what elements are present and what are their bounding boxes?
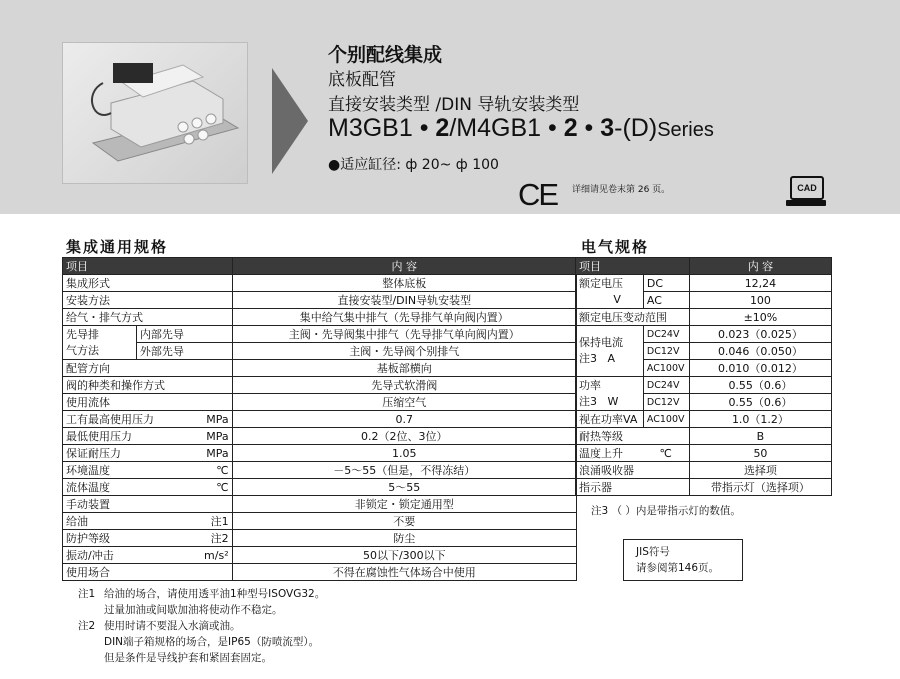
page-reference: 详细请见卷末第 26 页。 [572,185,671,195]
table-row: 集成形式 整体底板 [63,275,577,292]
ce-mark-icon: CE [518,177,558,212]
table-row: 使用场合 不得在腐蚀性气体场合中使用 [63,564,577,581]
table-row: 功率 注3 W DC24V 0.55（0.6） [576,377,832,394]
subtitle-piping: 底板配管 [328,70,396,90]
table-row: DC12V 0.55（0.6） [576,394,832,411]
table-row: 流体温度 ℃ 5～55 [63,479,577,496]
cad-icon-base [786,200,826,206]
table-row: V AC 100 [576,292,832,309]
table-row: 使用流体 压缩空气 [63,394,577,411]
table-row: 给油 注1 不要 [63,513,577,530]
product-photo [62,42,248,184]
table-row: 保证耐压力 MPa 1.05 [63,445,577,462]
col-item: 项目 [576,258,690,275]
table-row: 安装方法 直接安装型/DIN导轨安装型 [63,292,577,309]
bore-size: ●适应缸径: ф 20~ ф 100 [328,157,499,173]
page-title: 个别配线集成 [328,44,443,66]
general-spec-table [62,257,577,581]
table-row: 最低使用压力 MPa 0.2（2位、3位） [63,428,577,445]
electrical-spec-table [575,257,832,496]
table-row: 浪涌吸收器 选择项 [576,462,832,479]
table-row: 外部先导 主阀・先导阀个别排气 [63,343,577,360]
table-row: 手动装置 非锁定・锁定通用型 [63,496,577,513]
table-row: 先导排 气方法 内部先导 主阀・先导阀集中排气（先导排气单向阀内置） [63,326,577,343]
col-item: 项目 [63,258,233,275]
table-row: 配管方向 基板部横向 [63,360,577,377]
cad-icon: CAD [790,176,824,200]
table-row: 环境温度 ℃ －5～55（但是，不得冻结） [63,462,577,479]
col-content: 内 容 [689,258,831,275]
footnotes: 注1 给油的场合，请使用透平油1种型号ISOVG32。 过量加油或间歇加油将使动作不稳定。 注2 使用时请不要混入水滴或油。 DIN端子箱规格的场合，是IP65（防喷流型）。 但是条件是导线护套和紧固套固定。 [78,588,326,664]
model-series: M3GB1 • 2/M4GB1 • 2 • 3-(D)Series [328,114,714,142]
table-row: 耐热等级 B [576,428,832,445]
table-row: AC100V 0.010（0.012） [576,360,832,377]
table-row: 视在功率VA AC100V 1.0（1.2） [576,411,832,428]
col-content: 内 容 [232,258,576,275]
subtitle-mount: 直接安装类型 /DIN 导轨安装类型 [328,95,580,115]
table-row: DC12V 0.046（0.050） [576,343,832,360]
table-row: 振动/冲击 m/s² 50以下/300以下 [63,547,577,564]
note-3: 注3 （ ）内是带指示灯的数值。 [591,505,741,517]
table-row: 防护等级 注2 防尘 [63,530,577,547]
jis-symbol-box: JIS符号 请参阅第146页。 [623,539,743,581]
general-spec-heading: 集成通用规格 [66,238,169,256]
table-row: 温度上升 ℃ 50 [576,445,832,462]
arrow-graphic [272,68,308,174]
table-row: 保持电流 注3 A DC24V 0.023（0.025） [576,326,832,343]
table-row: 给气・排气方式 集中给气集中排气（先导排气单向阀内置） [63,309,577,326]
table-row: 额定电压 DC 12,24 [576,275,832,292]
table-row: 指示器 带指示灯（选择项） [576,479,832,496]
electrical-spec-heading: 电气规格 [581,238,650,256]
table-row: 额定电压变动范围 ±10% [576,309,832,326]
table-row: 阀的种类和操作方式 先导式软滑阀 [63,377,577,394]
table-row: 工有最高使用压力 MPa 0.7 [63,411,577,428]
